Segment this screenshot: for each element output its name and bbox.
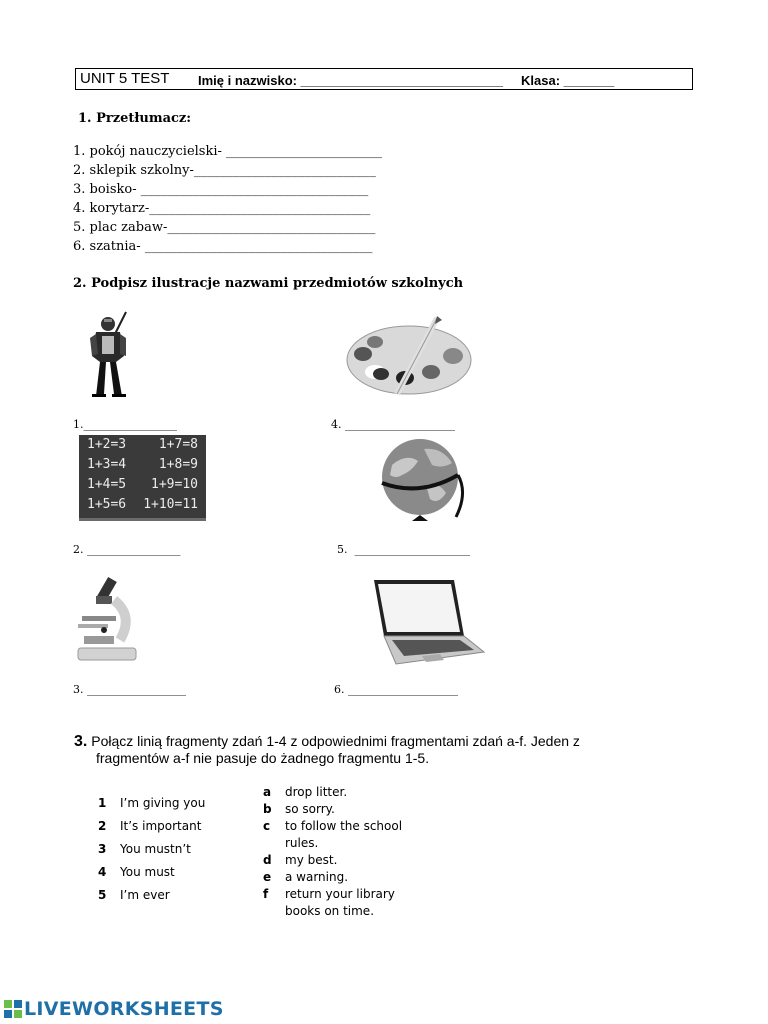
match-right-item-f-cont: books on time. [285,904,375,918]
chalkboard-equation: 1+2=3 [87,437,127,452]
chalkboard-equation: 1+3=4 [87,457,127,472]
translation-list [73,142,382,256]
match-left-item-5: 5 I’m ever [98,888,170,902]
match-right-item-c-cont: rules. [285,836,319,850]
match-left-item-1: 1 I’m giving you [98,796,206,810]
header-box [75,68,693,90]
section3-title-line2: fragmentów a-f nie pasuje do żadnego fragmentu 1-5. [96,750,430,766]
name-field-label: Imię i nazwisko: ____________________________ [198,73,504,88]
test-title: UNIT 5 TEST [80,70,170,87]
chalkboard-equations [79,435,206,515]
microscope-image [74,576,138,662]
knight-image [86,310,136,398]
section2-title: 2. Podpisz ilustracje nazwami przedmiotów szkolnych [73,276,464,291]
match-right-item-d: d my best. [263,853,338,867]
caption-2: 2. _________________ [73,543,181,556]
caption-4: 4. ____________________ [331,418,455,431]
match-right-item-f: f return your library [263,887,395,901]
translation-item-4: 4. korytarz-__________________________________ [73,201,371,216]
translation-item-5: 5. plac zabaw-________________________________ [73,220,376,235]
caption-6: 6. ____________________ [334,683,458,696]
chalkboard-row [87,455,198,475]
match-left-item-3: 3 You mustn’t [98,842,191,856]
match-right-item-b: b so sorry. [263,802,335,816]
liveworksheets-logo-icon [4,1000,22,1018]
caption-5: 5. _____________________ [337,543,470,556]
match-left-item-2: 2 It’s important [98,819,202,833]
translation-item-3: 3. boisko- ___________________________________ [73,182,369,197]
caption-3: 3. __________________ [73,683,186,696]
chalkboard-equation: 1+9=10 [151,477,198,492]
match-left-item-4: 4 You must [98,865,175,879]
match-right-column [263,784,402,920]
translation-item-1: 1. pokój nauczycielski- ________________________ [73,144,383,159]
section3-title [74,733,694,767]
section3-number: 3. [74,733,88,750]
match-right-item-a: a drop litter. [263,785,348,799]
chalkboard-equation: 1+4=5 [87,477,127,492]
liveworksheets-brand[interactable]: LIVEWORKSHEETS [24,998,224,1020]
chalkboard-image [79,435,206,521]
section3-title-line1: Połącz linią fragmenty zdań 1-4 z odpowiednimi fragmentami zdań a-f. Jeden z [91,733,580,749]
chalkboard-equation: 1+7=8 [158,437,198,452]
translation-item-2: 2. sklepik szkolny-____________________________ [73,163,376,178]
chalkboard-row [87,495,198,515]
chalkboard-equation: 1+8=9 [158,457,198,472]
chalkboard-row [87,435,198,455]
palette-image [345,314,475,398]
laptop-image [368,578,486,666]
chalkboard-row [87,475,198,495]
match-right-item-c: c to follow the school [263,819,403,833]
chalkboard-equation: 1+10=11 [143,497,198,512]
match-left-column [98,796,205,911]
caption-1: 1._________________ [73,418,177,431]
translation-item-6: 6. szatnia- ___________________________________ [73,239,373,254]
match-right-item-e: e a warning. [263,870,349,884]
section1-title: 1. Przetłumacz: [78,111,192,126]
globe-image [372,435,472,523]
class-field-label: Klasa: _______ [521,73,615,88]
chalkboard-equation: 1+5=6 [87,497,127,512]
